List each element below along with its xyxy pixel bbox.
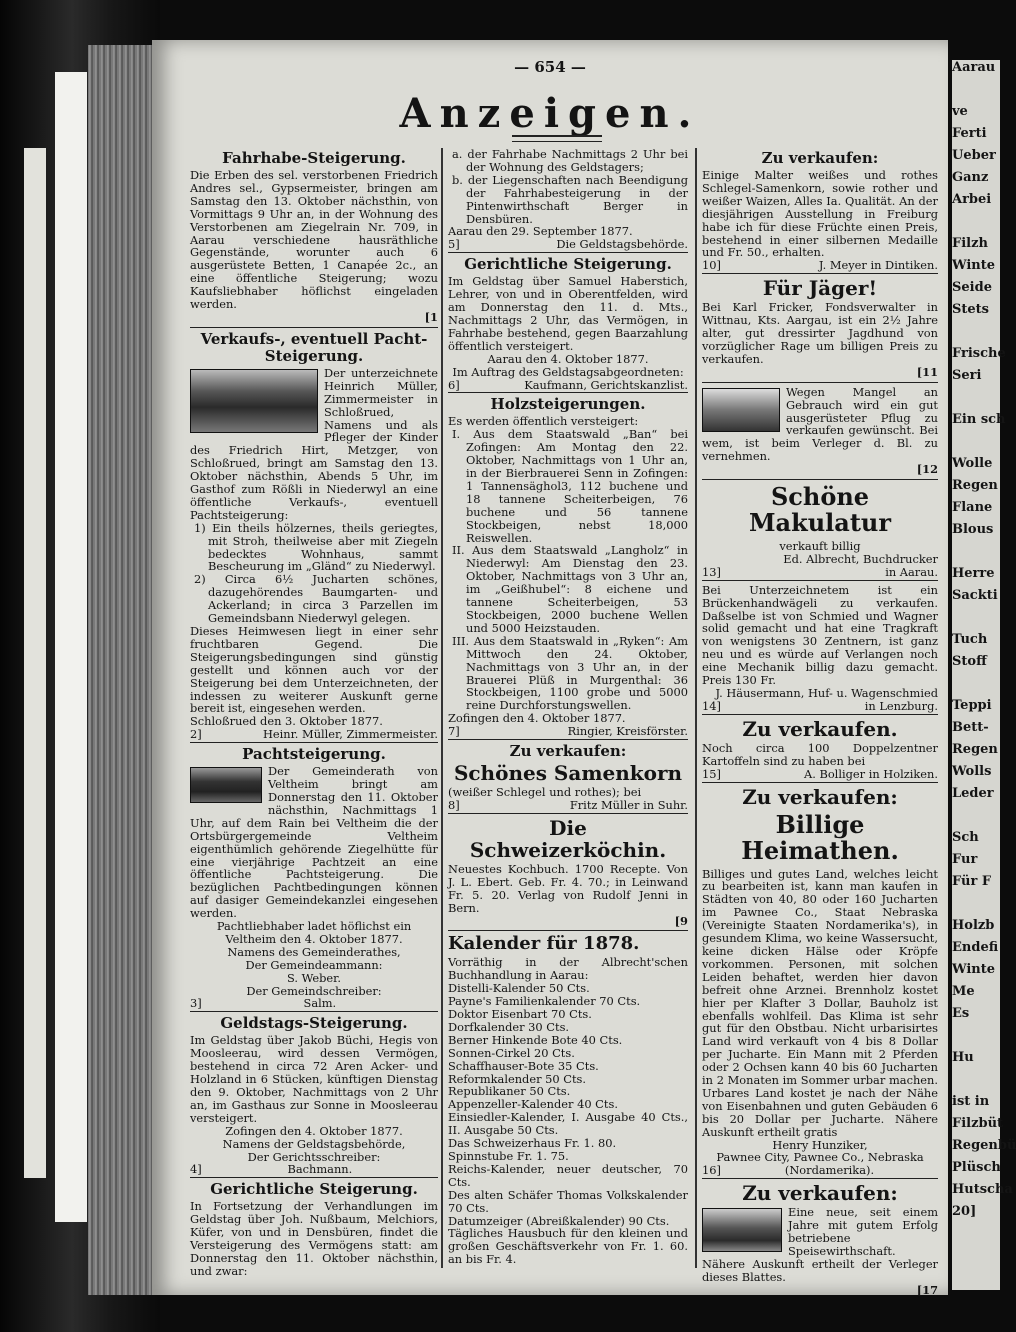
ad-title: Fahrhabe-Steigerung. xyxy=(222,149,406,167)
signer: Salm. xyxy=(303,996,337,1011)
signature-line: Namens des Gemeinderathes, xyxy=(227,944,401,959)
signer: (Nordamerika). xyxy=(784,1163,875,1178)
ad-title: Die Schweizerköchin. xyxy=(469,815,667,862)
ad-number: 4] xyxy=(190,1162,202,1177)
right-page-line: Winte xyxy=(952,258,996,273)
ad-number: 16] xyxy=(702,1163,721,1178)
signature-line: Der Gemeindeammann: xyxy=(245,957,383,972)
ad-body: Eine neue, seit einem Jahre mit gutem Erfolg betriebene Speisewirthschaft. Nähere Auskunft ertheilt der Verleger dieses Blattes. xyxy=(702,1205,938,1284)
right-page-line: Aarau xyxy=(952,60,996,75)
ad-5-cont xyxy=(448,148,688,253)
ad-number: 10] xyxy=(702,258,721,273)
column-rule-2 xyxy=(695,148,697,1268)
ad-13 xyxy=(702,484,938,581)
ad-body: Billiges und gutes Land, welches leicht zu bearbeiten ist, kann man kaufen in Städten von 40, 80 oder 160 Jucharten im Pawnee Co., Staat Nebraska (Vereinigte Staaten Nordamerika's), in gesundem Klima, wo keine Wassersucht, keine dicken Hälse oder Kröpfe vorkommen. Personen, mit solchen Leiden behaftet, werden hier davon befreit ohne Arznei. Brennholz kostet hier per Klafter 3 Dollar, Bauholz ist ebenfalls wohlfeil. Das Klima ist sehr gut für den Obstbau. Nicht urbarisirtes Land wird verkauft von 4 bis 8 Dollar per Jucharte. Ein Mann mit 2 Pferden oder 2 Ochsen kann 40 bis 60 Jucharten in 2 Monaten im Sommer urbar machen. Urbares Land kostet je nach der Nähe von Eisenbahnen und guten Gebäuden 6 bis 20 Dollar per Jucharte. Nähere Auskunft ertheilt gratis xyxy=(702,866,938,1139)
ad-body: Bei Karl Fricker, Fondsverwalter in Wittnau, Kts. Aargau, ist ein 2½ Jahre alter, gut dressirter Jagdhund von vorzüglicher Rage um billigen Preis zu verkaufen. xyxy=(702,300,938,366)
right-page-line: Ein sch xyxy=(952,412,1006,427)
ad-date: Aarau den 29. September 1877. xyxy=(448,224,633,239)
right-page-line xyxy=(952,610,1000,632)
signer: Heinr. Müller, Zimmermeister. xyxy=(262,727,438,742)
list-item: Appenzeller-Kalender 40 Cts. xyxy=(448,1097,618,1112)
ad-number: 14] xyxy=(702,698,721,713)
ad-subtitle: Billige Heimathen. xyxy=(741,809,899,865)
page-header: Anzeigen. xyxy=(399,90,701,137)
ad-title: Gerichtliche Steigerung. xyxy=(464,255,672,274)
signature-row xyxy=(190,997,438,1012)
list-item: Dorfkalender 30 Cts. xyxy=(448,1019,570,1034)
right-page-line: Holzb xyxy=(952,918,995,933)
divider xyxy=(448,930,688,931)
right-page-line: Winte xyxy=(952,962,996,977)
signature-row xyxy=(190,1163,438,1178)
list-item: Spinnstube Fr. 1. 75. xyxy=(448,1149,569,1163)
right-page-line: Leder xyxy=(952,786,994,801)
ad-number: [9 xyxy=(674,913,688,928)
signature-row xyxy=(702,768,938,783)
signature-row xyxy=(702,700,938,715)
list-item: Reformkalender 50 Cts. xyxy=(448,1071,587,1086)
right-page-line xyxy=(952,808,1000,830)
ad-title: Holzsteigerungen. xyxy=(490,395,646,414)
right-page-line: Für F xyxy=(952,874,992,889)
ad-date: Zofingen den 4. Oktober 1877. xyxy=(225,1123,403,1138)
right-page-line: Herre xyxy=(952,566,995,581)
ad-number: 2] xyxy=(190,727,202,742)
right-page-line: Me xyxy=(952,984,975,999)
loose-leaf-back xyxy=(24,148,46,1178)
list-item: Republikaner 50 Cts. xyxy=(448,1084,571,1099)
ad-7 xyxy=(448,396,688,740)
ad-3 xyxy=(190,746,438,1012)
signer: J. Meyer in Dintiken. xyxy=(818,258,938,273)
signer: Kaufmann, Gerichtskanzlist. xyxy=(524,377,688,392)
ad-title: Zu verkaufen: xyxy=(509,742,627,761)
signer: Fritz Müller in Suhr. xyxy=(569,797,688,812)
right-page-line: Regen xyxy=(952,478,998,493)
signer: Ringier, Kreisförster. xyxy=(567,724,688,739)
ad-title: Zu verkaufen. xyxy=(742,716,898,741)
ad-number: 6] xyxy=(448,377,460,392)
right-page-line: Fur xyxy=(952,852,978,867)
signature-line: Ed. Albrecht, Buchdrucker xyxy=(783,551,938,566)
signature-row xyxy=(702,1164,938,1179)
signature-line: Der Gerichtsschreiber: xyxy=(247,1149,381,1164)
right-page-line: Ferti xyxy=(952,126,987,141)
ad-14 xyxy=(702,584,938,715)
ad-2 xyxy=(190,331,438,743)
right-page-line: Arbei xyxy=(952,192,992,207)
ad-title: Zu verkaufen: xyxy=(742,1181,898,1206)
right-page-line: Sch xyxy=(952,830,979,845)
right-page-line: Bett- xyxy=(952,720,989,735)
ad-body: Der unterzeichnete Heinrich Müller, Zimmermeister in Schloßrued, Namens und als Pfleger der Kinder des Friedrich Hirt, Metzger, von Schloßrued, bringt am Samstag den 13. Oktober nächsthin, Abends 5 Uhr, im Gasthof zum Rößli in Niederwyl an eine öffentliche Verkaufs-, eventuell Pachtsteigerung: xyxy=(190,365,438,522)
ad-number: 13] xyxy=(702,564,721,579)
list-item: Datumzeiger (Abreißkalender) 90 Cts. xyxy=(448,1213,670,1228)
right-page-line xyxy=(952,896,1000,918)
signature-row xyxy=(448,238,688,253)
ad-title: Verkaufs-, eventuell Pacht-Steigerung. xyxy=(200,329,428,365)
ad-16 xyxy=(702,786,938,1180)
list-item: Des alten Schäfer Thomas Volkskalender 70 Cts. xyxy=(448,1187,688,1215)
ad-title: Kalender für 1878. xyxy=(448,933,640,955)
signature-row xyxy=(448,379,688,394)
ad-title: Zu verkaufen: xyxy=(761,149,879,167)
right-page-line: ve xyxy=(952,104,968,119)
ad-body: verkauft billig xyxy=(779,539,861,554)
right-page-line: Filzh xyxy=(952,236,988,251)
signer: in Aarau. xyxy=(885,564,938,579)
signature-line: Namens der Geldstagsbehörde, xyxy=(222,1136,406,1151)
ad-body: Im Geldstag über Samuel Haberstich, Lehrer, von und in Oberentfelden, wird am Donnerstag den 11. d. Mts., Nachmittags 2 Uhr, das Vermögen, in Fahrhabe bestehend, gegen Baarzahlung öffentlich versteigert. xyxy=(448,274,688,353)
right-page-line: Hutscha xyxy=(952,1182,1013,1197)
right-page-line xyxy=(952,1028,1000,1050)
ad-body: Neuestes Kochbuch. 1700 Recepte. Von J. L. Ebert. Geb. Fr. 4. 70.; in Leinwand Fr. 5. 20. Verlag von Rudolf Jenni in Bern. xyxy=(448,861,688,915)
list-item: 2) Circa 6½ Jucharten schönes, dazugehörendes Baumgarten- und Ackerland; in circa 3 Parzellen im Gemeindsbann Niederwyl gelegen. xyxy=(194,572,438,626)
page-number: — 654 — xyxy=(514,58,586,76)
ad-number: 7] xyxy=(448,724,460,739)
ad-body-2: Dieses Heimwesen liegt in einer sehr fruchtbaren Gegend. Die Steigerungsbedingungen sind günstig gestellt und können auch vor der Steigerung bei dem Unterzeichneten, der indessen zu weiterer Auskunft gerne bereit ist, eingesehen werden. xyxy=(190,624,438,716)
ad-title: Geldstags-Steigerung. xyxy=(220,1014,408,1033)
ad-subtitle: Schönes Samenkorn xyxy=(453,761,683,786)
ad-6 xyxy=(448,256,688,393)
ad-number: 8] xyxy=(448,797,460,812)
right-page-line: Stoff xyxy=(952,654,987,669)
list-item: Berner Hinkende Bote 40 Cts. xyxy=(448,1032,623,1047)
ad-17 xyxy=(702,1182,938,1296)
right-page-line: Blous xyxy=(952,522,994,537)
right-page-line: Flane xyxy=(952,500,993,515)
ad-body: Der Gemeinderath von Veltheim bringt am Donnerstag den 11. Oktober nächsthin, Nachmittags 1 Uhr, auf dem Rain bei Veltheim die der Ortsbürgergemeinde Veltheim eigenthümlich gehörende Ziegelhütte für eine vierjährige Pachtzeit an eine öffentliche Pachtsteigerung. Die bezüglichen Pachtbedingungen können auf dasiger Gemeindekanzlei eingesehen werden. xyxy=(190,764,438,921)
right-page-line: Regenbü xyxy=(952,1138,1016,1153)
right-page-line: Es xyxy=(952,1006,970,1021)
house-illustration xyxy=(190,369,318,433)
signature-line: Der Gemeindschreiber: xyxy=(246,983,382,998)
right-page-line: Ueber xyxy=(952,148,996,163)
signature-line: J. Häusermann, Huf- u. Wagenschmied xyxy=(715,686,938,700)
list-item: Tägliches Hausbuch für den kleinen und großen Geschäftsverkehr von Fr. 1. 60. an bis Fr. 4. xyxy=(448,1226,688,1267)
column-rule-1 xyxy=(441,148,443,1268)
column-3 xyxy=(702,148,938,1300)
ad-body: In Fortsetzung der Verhandlungen im Geldstag über Joh. Nußbaum, Melchiors, Küfer, von und in Densbüren, findet die Versteigerung des Vermögens statt: am Donnerstag den 11. Oktober nächsthin, und zwar: xyxy=(190,1199,438,1278)
list-item: III. Aus dem Staatswald in „Ryken“: Am Mittwoch den 24. Oktober, Nachmittags von 3 Uhr an, in der Brauerei Plüß in Murgenthal: 36 Stockbeigen, 1100 grobe und 5000 reine Durchforstungswellen. xyxy=(452,633,688,713)
ad-8 xyxy=(448,743,688,814)
ad-title: Zu verkaufen: xyxy=(742,784,898,809)
list-item: Reichs-Kalender, neuer deutscher, 70 Cts. xyxy=(448,1161,688,1189)
divider xyxy=(702,479,938,480)
ad-body-2: Pachtliebhaber ladet höflichst ein xyxy=(216,919,412,934)
ad-number: 5] xyxy=(448,237,460,252)
right-page-line: Wolls xyxy=(952,764,992,779)
list-item: Distelli-Kalender 50 Cts. xyxy=(448,981,590,996)
ad-title: Gerichtliche Steigerung. xyxy=(210,1180,418,1199)
plough-illustration xyxy=(702,388,780,432)
right-page-line: Sackti xyxy=(952,588,998,603)
ad-number: [17 xyxy=(916,1282,938,1297)
ad-5 xyxy=(190,1181,438,1277)
list-item: a. der Fahrhabe Nachmittags 2 Uhr bei der Wohnung des Geldstagers; xyxy=(452,147,688,174)
signature-line: S. Weber. xyxy=(286,970,341,985)
right-page-line: 20] xyxy=(952,1204,977,1219)
divider xyxy=(190,327,438,328)
column-1 xyxy=(190,148,438,1281)
signature-row xyxy=(702,566,938,581)
ad-title: Schöne Makulatur xyxy=(748,482,892,538)
ad-date: Veltheim den 4. Oktober 1877. xyxy=(225,931,403,946)
column-2 xyxy=(448,148,688,1269)
right-page-line: Ganz xyxy=(952,170,989,185)
ad-9 xyxy=(448,817,688,932)
list-item: I. Aus dem Staatswald „Ban“ bei Zofingen: Am Montag den 22. Oktober, Nachmittags von 1 Uhr an, in der Bierbrauerei Senn in Zofingen: 1 Tannensäghol3, 112 buchene und 18 tannene Scheiterbeigen, 76 buchene und 56 tannene Stockbeigen, nebst 18,000 Reiswellen. xyxy=(452,427,688,545)
ad-body: Wegen Mangel an Gebrauch wird ein gut ausgerüsteter Pflug zu verkaufen gewünscht. Bei wem, ist beim Verleger d. Bl. zu vernehmen. xyxy=(702,384,938,464)
signature-row xyxy=(702,259,938,274)
ad-title: Pachtsteigerung. xyxy=(242,745,386,764)
ad-body: Im Geldstag über Jakob Büchi, Hegis von Moosleerau, wird dessen Vermögen, bestehend in circa 72 Aren Acker- und Holzland in 6 Stücken, künftigen Dienstag den 9. Oktober, Nachmittags von 2 Uhr an, im Gasthaus zur Sonne in Moosleerau versteigert. xyxy=(190,1033,438,1125)
right-page-line xyxy=(952,1072,1000,1094)
signer: Bachmann. xyxy=(287,1162,353,1177)
right-page-line xyxy=(952,544,1000,566)
ad-10 xyxy=(702,150,938,274)
ad-number: 15] xyxy=(702,766,721,781)
list-item: Das Schweizerhaus Fr. 1. 80. xyxy=(448,1136,617,1151)
list-item: 1) Ein theils hölzernes, theils geriegtes, mit Stroh, theilweise aber mit Ziegeln bedecktes Wohnhaus, sammt Bescheurung im „Gländ“ zu Niederwyl. xyxy=(194,520,438,574)
ad-body: Bei Unterzeichnetem ist ein Brückenhandwägeli zu verkaufen. Daßselbe ist von Schmied und Wagner solid gemacht und hat eine Tragkraft von wenigstens 30 Zentnern, ist ganz neu und es würde auf Verlangen noch eine Mechanik billig dazu gemacht. Preis 130 Fr. xyxy=(702,582,938,688)
right-page-line xyxy=(952,390,1000,412)
ad-body: (weißer Schlegel und rothes); bei xyxy=(448,785,642,800)
ad-11 xyxy=(702,277,938,382)
ad-number: 3] xyxy=(190,996,202,1011)
ad-1 xyxy=(190,150,438,328)
right-page-line: Seri xyxy=(952,368,982,383)
ad-title: Für Jäger! xyxy=(762,276,878,301)
right-page-line: Plüsch xyxy=(952,1160,1001,1175)
loose-leaf xyxy=(55,72,87,1222)
list-item: Einsiedler-Kalender, I. Ausgabe 40 Cts., II. Ausgabe 50 Cts. xyxy=(448,1110,688,1138)
ad-calendar xyxy=(448,934,688,1266)
signer: in Lenzburg. xyxy=(864,698,938,713)
right-page-line: Wolle xyxy=(952,456,993,471)
right-page-line: Filzbüt xyxy=(952,1116,1004,1131)
list-item: Doktor Eisenbart 70 Cts. xyxy=(448,1007,592,1022)
page-edges xyxy=(88,45,154,1295)
ad-12 xyxy=(702,386,938,480)
ad-date: Aarau den 4. Oktober 1877. xyxy=(487,351,649,366)
signature-line: Im Auftrag des Geldstagsabgeordneten: xyxy=(452,364,684,379)
right-page-line xyxy=(952,676,1000,698)
ad-number: [12 xyxy=(916,462,938,477)
right-page-line: ist in xyxy=(952,1094,990,1109)
ad-body: Vorräthig in der Albrecht'schen Buchhandlung in Aarau: xyxy=(448,955,688,983)
newspaper-page xyxy=(152,40,948,1295)
building-illustration xyxy=(190,767,262,803)
right-page-line: Frische xyxy=(952,346,1006,361)
signer: Die Geldstagsbehörde. xyxy=(556,237,688,252)
ad-number: [11 xyxy=(916,364,938,379)
ad-4 xyxy=(190,1015,438,1178)
signature-line: Pawnee City, Pawnee Co., Nebraska xyxy=(716,1150,924,1165)
right-page-line xyxy=(952,82,1000,104)
right-page-line xyxy=(952,434,1000,456)
list-item: b. der Liegenschaften nach Beendigung der Fahrhabesteigerung in der Pintenwirthschaft Berger in Densbüren. xyxy=(452,172,688,226)
right-page-line: Endefi xyxy=(952,940,999,955)
divider xyxy=(702,382,938,383)
signature-row xyxy=(190,728,438,743)
signer: A. Bolliger in Holziken. xyxy=(803,766,938,781)
ad-date: Zofingen den 4. Oktober 1877. xyxy=(448,711,626,726)
right-page-line: Tuch xyxy=(952,632,988,647)
list-item: Sonnen-Cirkel 20 Cts. xyxy=(448,1045,575,1060)
right-page-line xyxy=(952,324,1000,346)
right-page-line: Regen xyxy=(952,742,998,757)
ad-body: Die Erben des sel. verstorbenen Friedrich Andres sel., Gypsermeister, bringen am Samstag den 13. Oktober nächsthin, von Vormittags 9 Uhr an, in der Wohnung des Verstorbenen am Ziegelrain Nr. 709, in Aarau verschiedene hausräthliche Gegenstände, worunter auch 6 ausgerüstete Betten, 1 Canapée 2c., an eine öffentliche Steigerung; wozu Kaufsliebhaber höflichst eingeladen werden. xyxy=(190,168,438,312)
signature-row xyxy=(448,799,688,814)
header-ornament xyxy=(512,135,602,142)
ad-number: [1 xyxy=(424,309,438,324)
right-page-fragment xyxy=(952,60,1016,1290)
ad-body: Es werden öffentlich versteigert: xyxy=(448,414,639,429)
right-page-line: Hu xyxy=(952,1050,974,1065)
right-page-line: Teppi xyxy=(952,698,992,713)
ad-body: Noch circa 100 Doppelzentner Kartoffeln sind zu haben bei xyxy=(702,740,938,768)
ad-date: Schloßrued den 3. Oktober 1877. xyxy=(190,714,383,729)
list-item: Payne's Familienkalender 70 Cts. xyxy=(448,994,641,1009)
right-page-line: Stets xyxy=(952,302,989,317)
inn-illustration xyxy=(702,1208,782,1252)
list-item: Schaffhauser-Bote 35 Cts. xyxy=(448,1058,599,1073)
signature-row xyxy=(448,725,688,740)
right-page-line: Seide xyxy=(952,280,992,295)
ad-body: Einige Malter weißes und rothes Schlegel-Samenkorn, sowie rother und weißer Waizen, Alles Ia. Qualität. An der diesjährigen Ausstellung in Freiburg habe ich für diese Früchte einen Preis, bestehend in einer silbernen Medaille und Fr. 50., erhalten. xyxy=(702,168,938,260)
signature-line: Henry Hunziker, xyxy=(772,1137,868,1152)
list-item: II. Aus dem Staatswald „Langholz“ in Niederwyl: Am Dienstag den 23. Oktober, Nachmittags von 3 Uhr an, im „Geißhubel“: 8 eichene und tannene Scheiterbeigen, 53 Stockbeigen, 2000 buchene Wellen und 5000 Heizstauden. xyxy=(452,543,688,635)
ad-15 xyxy=(702,718,938,783)
right-page-line xyxy=(952,214,1000,236)
